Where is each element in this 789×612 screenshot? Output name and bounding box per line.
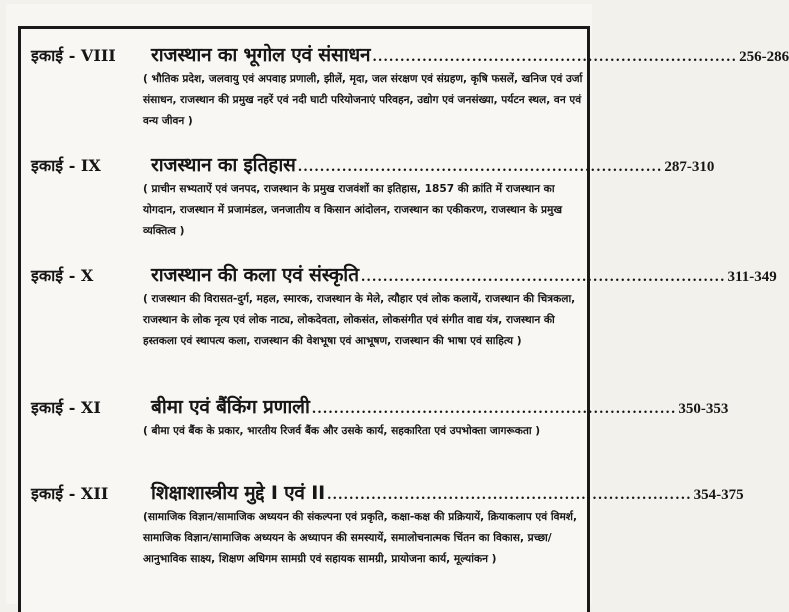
- unit-label: इकाई - XI: [31, 398, 101, 417]
- unit-page-range: 256-286: [739, 49, 789, 65]
- book-page: [6, 4, 789, 604]
- unit-description: ( भौतिक प्रदेश, जलवायु एवं अपवाह प्रणाली, झीलें, मृदा, जल संरक्षण एवं संग्रहण, कृषि फसलें, खनिज एवं उर्जा संसाधन, राजस्थान की प्रमुख नहरें एवं नदी घाटी परियोजनाएं परिवहन, उद्योग एवं जनसंख्या, पर्यटन स्थल, वन एवं वन्य जीवन ): [143, 73, 583, 127]
- leader-dots: ..................................................................: [311, 402, 677, 417]
- unit-heading: [31, 261, 777, 287]
- unit-page-range: 311-349: [727, 269, 777, 285]
- unit-title: राजस्थान की कला एवं संस्कृति: [151, 264, 359, 286]
- unit-heading: [31, 41, 789, 67]
- unit-viii: [31, 41, 789, 132]
- unit-title: राजस्थान का इतिहास: [151, 154, 296, 176]
- leader-dots: ..................................................................: [297, 160, 663, 175]
- unit-x: [31, 261, 777, 352]
- unit-description: ( राजस्थान की विरासत-दुर्ग, महल, स्मारक, राजस्थान के मेले, त्यौहार एवं लोक कलायें, राजस्थान की चित्रकला, राजस्थान के लोक नृत्य एवं लोक नाट्य, लोकदेवता, लोकसंत, लोकसंगीत एवं संगीत वाद्य यंत्र, राजस्थान की हस्तकला एवं स्थापत्य कला, राजस्थान की वेशभूषा एवं आभूषण, राजस्थान की भाषा एवं साहित्य ): [143, 293, 576, 347]
- unit-xii: [31, 479, 744, 570]
- unit-description: ( बीमा एवं बैंक के प्रकार, भारतीय रिजर्व बैंक और उसके कार्य, सहकारिता एवं उपभोक्ता जागरूकता ): [143, 425, 541, 437]
- unit-description: ( प्राचीन सभ्यताऐं एवं जनपद, राजस्थान के प्रमुख राजवंशों का इतिहास, 1857 की क्रांति में राजस्थान का योगदान, राजस्थान में प्रजामंडल, जनजातीय व किसान आंदोलन, राजस्थान का एकीकरण, राजस्थान के प्रमुख व्यक्तित्व ): [143, 183, 563, 237]
- unit-heading: [31, 393, 729, 419]
- unit-heading: [31, 479, 744, 505]
- unit-xi: [31, 393, 729, 442]
- unit-description: (सामाजिक विज्ञान/सामाजिक अध्ययन की संकल्पना एवं प्रकृति, कक्षा-कक्ष की प्रक्रियायें, क्रियाकलाप एवं विमर्श, सामाजिक विज्ञान/सामाजिक अध्ययन के अध्यापन की समस्यायें, समालोचनात्मक चिंतन का विकास, प्रच्छा/आनुभाविक साक्ष्य, शिक्षण अधिगम सामग्री एवं सहायक सामग्री, प्रायोजना कार्य, मूल्यांकन ): [143, 511, 578, 565]
- unit-heading: [31, 151, 715, 177]
- unit-title: बीमा एवं बैंकिंग प्रणाली: [151, 396, 310, 418]
- unit-title: शिक्षाशास्त्रीय मुद्दे I एवं II: [151, 482, 325, 504]
- unit-title: राजस्थान का भूगोल एवं संसाधन: [151, 44, 371, 66]
- unit-label: इकाई - XII: [31, 484, 109, 503]
- contents-frame: [18, 26, 789, 612]
- unit-page-range: 350-353: [678, 401, 729, 417]
- unit-label: इकाई - X: [31, 266, 94, 285]
- leader-dots: ..................................................................: [360, 270, 726, 285]
- unit-page-range: 287-310: [664, 159, 715, 175]
- unit-label: इकाई - IX: [31, 156, 101, 175]
- unit-label: इकाई - VIII: [31, 46, 116, 65]
- leader-dots: ..................................................................: [326, 488, 692, 503]
- unit-page-range: 354-375: [693, 487, 744, 503]
- leader-dots: ..................................................................: [372, 50, 738, 65]
- unit-ix: [31, 151, 715, 242]
